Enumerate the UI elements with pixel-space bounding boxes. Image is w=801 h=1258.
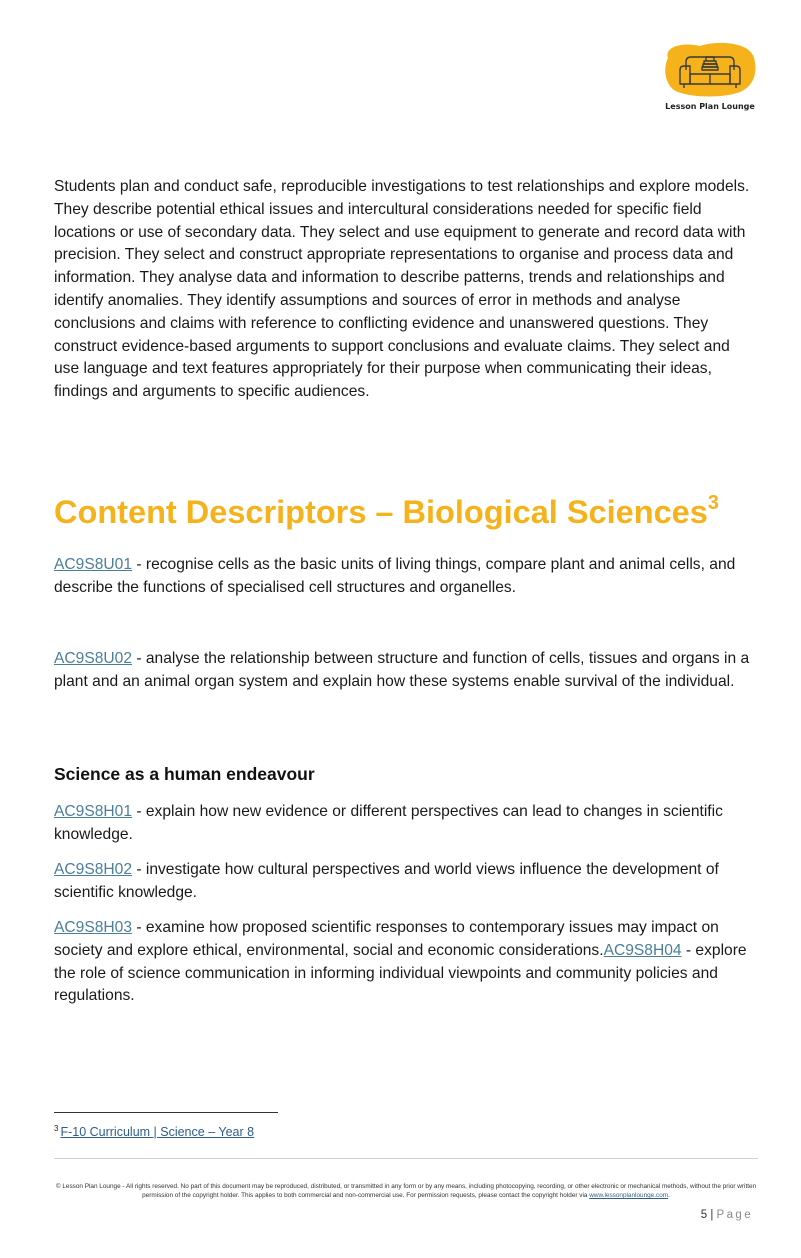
subsection-heading: Science as a human endeavour xyxy=(54,764,315,784)
website-link[interactable]: www.lessonplanlounge.com xyxy=(589,1192,669,1199)
descriptor-text: - investigate how cultural perspectives and world views influence the development of scientific knowledge. xyxy=(54,861,719,901)
footnote-divider xyxy=(54,1112,278,1113)
brand-name: Lesson Plan Lounge xyxy=(665,102,755,111)
copyright-text: © Lesson Plan Lounge - All rights reserved. No part of this document may be reproduced, distributed, or transmitted in any form or by any means, including photocopying, recording, or other electronic or mechanical methods, without the prior written permission of the copyright holder. This applies to both commercial and non-commercial use. For permission requests, please contact the copyright holder via xyxy=(55,1183,757,1199)
descriptor-item xyxy=(54,648,754,694)
descriptor-code-link[interactable]: AC9S8U02 xyxy=(54,650,133,667)
intro-paragraph: Students plan and conduct safe, reproducible investigations to test relationships and explore models. They describe potential ethical issues and intercultural considerations needed for specific field locations or use of secondary data. They select and use equipment to generate and record data with precision. They select and construct appropriate representations to organise and process data and information. They analyse data and information to describe patterns, trends and relationships and identify anomalies. They identify assumptions and sources of error in methods and analyse conclusions and claims with reference to conflicting evidence and unanswered questions. They construct evidence-based arguments to support conclusions and evaluate claims. They select and use language and text features appropriately for their purpose when communicating their ideas, findings and arguments to specific audiences. xyxy=(54,178,750,401)
descriptor-code-link[interactable]: AC9S8H03 xyxy=(54,919,133,936)
descriptor-text: - recognise cells as the basic units of living things, compare plant and animal cells, and describe the functions of specialised cell structures and organelles. xyxy=(54,556,736,596)
descriptor-item xyxy=(54,859,754,905)
descriptor-text: - analyse the relationship between structure and function of cells, tissues and organs in a plant and an animal organ system and explain how these systems enable survival of the individual. xyxy=(54,650,750,690)
page-word: Page xyxy=(716,1209,753,1221)
descriptor-code-link[interactable]: AC9S8U01 xyxy=(54,556,133,573)
section-heading-text: Content Descriptors – Biological Sciences xyxy=(54,494,708,530)
page-number xyxy=(701,1209,753,1221)
copyright-end: . xyxy=(668,1192,670,1199)
descriptor-text: - examine how proposed scientific responses to contemporary issues may impact on society and explore ethical, environmental, social and economic considerations. xyxy=(54,919,719,959)
footnote-link[interactable]: F-10 Curriculum | Science – Year 8 xyxy=(60,1125,255,1139)
heading-footnote-ref: 3 xyxy=(707,492,719,514)
footnote xyxy=(54,1125,254,1139)
section-heading xyxy=(54,494,719,531)
footnote-number: 3 xyxy=(54,1124,59,1133)
descriptor-item xyxy=(54,801,754,847)
descriptor-code-link[interactable]: AC9S8H04 xyxy=(603,941,682,959)
brand-logo xyxy=(660,40,760,116)
descriptor-code-link[interactable]: AC9S8H01 xyxy=(54,803,133,820)
descriptor-text: - explain how new evidence or different perspectives can lead to changes in scientific knowledge. xyxy=(54,803,723,843)
copyright-notice xyxy=(54,1182,758,1200)
footer-divider xyxy=(54,1158,758,1159)
descriptor-item xyxy=(54,554,754,600)
descriptor-code-link[interactable]: AC9S8H02 xyxy=(54,861,133,878)
descriptor-item xyxy=(54,917,754,1008)
page-separator: | xyxy=(707,1209,717,1221)
descriptor-text: - explore the role of science communication in informing individual viewpoints and community policies and regulations. xyxy=(54,941,747,1005)
sofa-icon xyxy=(660,40,760,102)
page-number-value: 5 xyxy=(700,1209,708,1221)
